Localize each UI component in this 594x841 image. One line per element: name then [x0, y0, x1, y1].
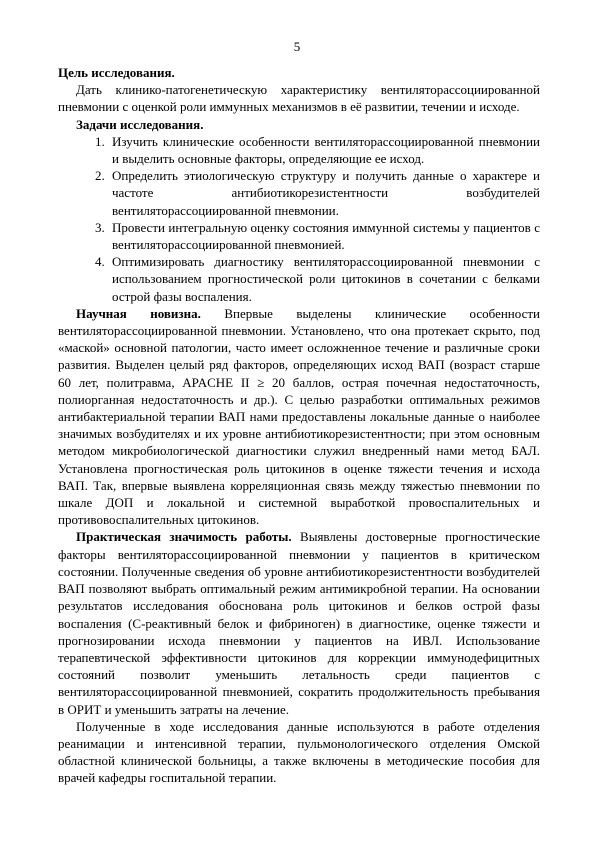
significance-text: Выявлены достоверные прогностические факторы вентиляторассоциированной пневмонии у пациентов в критическом состоянии. Полученные сведения об уровне антибиотикорезистентности возбудителей ВАП позволяют выбрать оптимальный режим антимикробной терапии. На основании результатов исследования обоснована роль цитокинов и белков острой фазы воспаления (С-реактивный белок и фибриноген) в диагностике, оценке тяжести и прогнозировании исхода пневмонии у пациентов на ИВЛ. Использование терапевтической эффективности цитокинов для коррекции иммунодефицитных состояний позволит уменьшить летальность среди пациентов с вентиляторассоциированной пневмонией, сократить продолжительность пребывания в ОРИТ и уменьшить затраты на лечение. [58, 529, 540, 717]
tasks-list [58, 133, 540, 305]
goal-text: Дать клинико-патогенетическую характеристику вентиляторассоциированной пневмонии с оценкой роли иммунных механизмов в её развитии, течении и исходе. [58, 82, 540, 115]
novelty-text: Впервые выделены клинические особенности вентиляторассоциированной пневмонии. Установлено, что она протекает скрыто, под «маской» основной патологии, часто имеет осложненное течение и различные сроки развития. Выделен целый ряд факторов, определяющих исход ВАП (возраст старше 60 лет, политравма, APACHE II ≥ 20 баллов, острая почечная недостаточность, полиорганная недостаточность и др.). С целью разработки оптимальных режимов антибактериальной терапии ВАП нами предоставлены локальные данные о наиболее значимых возбудителях и их уровне антибиотикорезистентности; при этом основным методом микробиологической диагностики служил внедренный нами метод БАЛ. Установлена прогностическая роль цитокинов в оценке тяжести течения и исхода ВАП. Так, впервые выявлена корреляционная связь между тяжестью пневмонии по шкале ДОП и локальной и системной выработкой провоспалительных и противовоспалительных цитокинов. [58, 305, 540, 528]
tasks-heading: Задачи исследования. [76, 116, 204, 132]
goal-heading: Цель исследования. [58, 65, 175, 80]
list-item: 4. Оптимизировать диагностику вентиляторассоциированной пневмонии с использованием прогностической роли цитокинов в сочетании с белками острой фазы воспаления. [108, 253, 540, 305]
list-item: 1. Изучить клинические особенности вентиляторассоциированной пневмонии и выделить основные факторы, определяющие ее исход. [108, 133, 540, 167]
novelty-heading: Научная новизна. [76, 305, 201, 321]
page-number: 5 [293, 39, 301, 54]
significance-paragraph [58, 528, 540, 717]
usage-text: Полученные в ходе исследования данные используются в работе отделения реанимации и интенсивной терапии, пульмонологического отделения Омской областной клинической больницы, а также включены в методические пособия для врачей кафедры госпитальной терапии. [58, 718, 540, 786]
list-item: 3. Провести интегральную оценку состояния иммунной системы у пациентов с вентиляторассоциированной пневмонией. [108, 219, 540, 253]
list-item: 2. Определить этиологическую структуру и получить данные о характере и частоте антибиотикорезистентности возбудителей вентиляторассоциированной пневмонии. [108, 167, 540, 219]
novelty-paragraph [58, 305, 540, 529]
document-body [58, 64, 540, 787]
significance-heading: Практическая значимость работы. [76, 529, 292, 545]
